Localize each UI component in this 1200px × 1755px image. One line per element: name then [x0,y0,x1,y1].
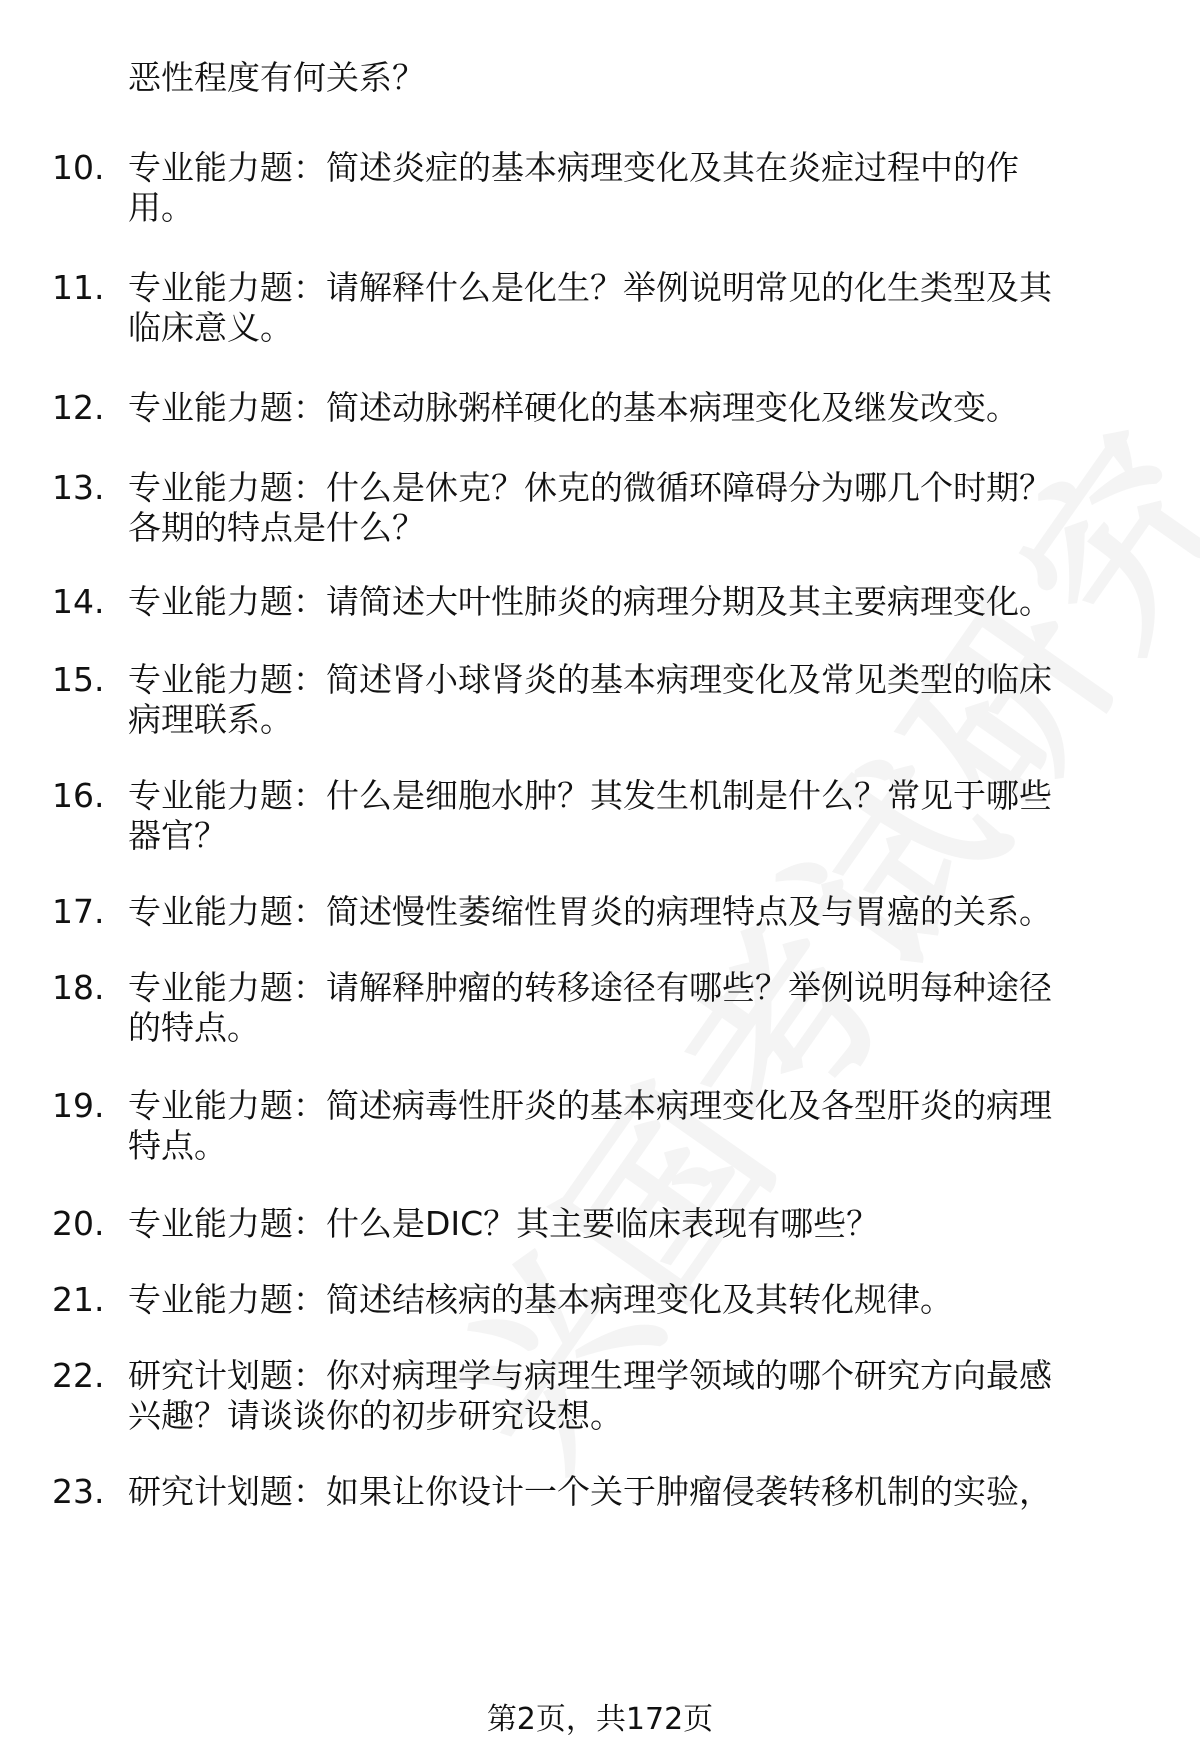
item-text: 专业能力题：简述病毒性肝炎的基本病理变化及各型肝炎的病理 特点。 [128,1086,1052,1165]
item-text: 专业能力题：请解释什么是化生？举例说明常见的化生类型及其 临床意义。 [128,268,1052,347]
item-number: 18. [52,968,105,1007]
item-number: 17. [52,892,105,931]
item-number: 19. [52,1086,105,1125]
item-number: 22. [52,1356,105,1395]
item-text: 专业能力题：什么是DIC？其主要临床表现有哪些？ [128,1204,880,1243]
item-number: 21. [52,1280,105,1319]
item-number: 16. [52,776,105,815]
item-number: 11. [52,268,105,307]
item-number: 12. [52,388,105,427]
item-number: 10. [52,148,105,187]
item-text: 专业能力题：简述炎症的基本病理变化及其在炎症过程中的作 用。 [128,148,1019,227]
item-text: 专业能力题：简述肾小球肾炎的基本病理变化及常见类型的临床 病理联系。 [128,660,1052,739]
item-text: 专业能力题：请解释肿瘤的转移途径有哪些？举例说明每种途径 的特点。 [128,968,1052,1047]
item-number: 15. [52,660,105,699]
item-text: 专业能力题：请简述大叶性肺炎的病理分期及其主要病理变化。 [128,582,1052,621]
item-number: 14. [52,582,105,621]
item-number: 23. [52,1472,105,1511]
item-number: 13. [52,468,105,507]
item-text: 研究计划题：如果让你设计一个关于肿瘤侵袭转移机制的实验， [128,1472,1052,1511]
item-text: 专业能力题：什么是休克？休克的微循环障碍分为哪几个时期？ 各期的特点是什么？ [128,468,1052,547]
item-text: 专业能力题：简述结核病的基本病理变化及其转化规律。 [128,1280,953,1319]
page-footer: 第2页，共172页 [486,1702,714,1737]
item-text: 专业能力题：简述慢性萎缩性胃炎的病理特点及与胃癌的关系。 [128,892,1052,931]
item-text: 专业能力题：什么是细胞水肿？其发生机制是什么？常见于哪些 器官？ [128,776,1052,855]
item-text: 研究计划题：你对病理学与病理生理学领域的哪个研究方向最感 兴趣？请谈谈你的初步研究设想。 [128,1356,1052,1435]
item-number: 20. [52,1204,105,1243]
carryover-line: 恶性程度有何关系？ [128,58,425,97]
item-text: 专业能力题：简述动脉粥样硬化的基本病理变化及继发改变。 [128,388,1019,427]
